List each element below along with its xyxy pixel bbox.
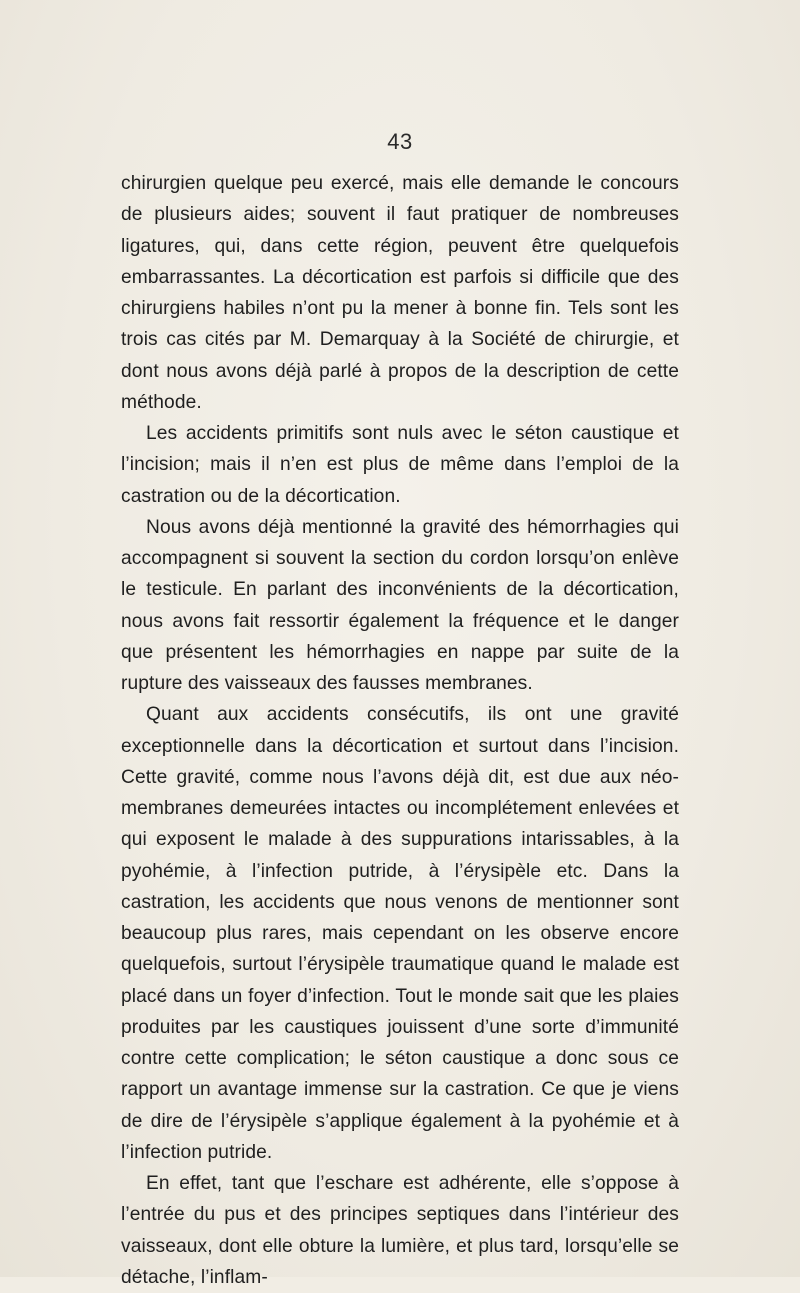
body-text	[121, 168, 679, 1293]
paragraph-5: En effet, tant que l’eschare est adhérente, elle s’oppose à l’entrée du pus et des principes septiques dans l’intérieur des vaisseaux, dont elle obture la lumière, et plus tard, lorsqu’elle se détache, l’inflam-	[121, 1173, 679, 1288]
page-number: 43	[387, 129, 413, 154]
paragraph-3: Nous avons déjà mentionné la gravité des hémorrhagies qui accompagnent si souvent la section du cordon lorsqu’on enlève le testicule. En parlant des inconvénients de la décortication, nous avons fait ressortir également la fréquence et le danger que présentent les hémorrhagies en nappe par suite de la rupture des vaisseaux des fausses membranes.	[121, 516, 679, 694]
paragraph-1: chirurgien quelque peu exercé, mais elle demande le concours de plusieurs aides; souvent il faut pratiquer de nombreuses ligatures, qui, dans cette région, peuvent être quelquefois embarrassantes. La décortication est parfois si difficile que des chirurgiens habiles n’ont pu la mener à bonne fin. Tels sont les trois cas cités par M. Demarquay à la Société de chirurgie, et dont nous avons déjà parlé à propos de la description de cette méthode.	[121, 173, 679, 413]
paragraph-4: Quant aux accidents consécutifs, ils ont une gravité exceptionnelle dans la décortication et surtout dans l’incision. Cette gravité, comme nous l’avons déjà dit, est due aux néo-membranes demeurées intactes ou incomplétement enlevées et qui exposent le malade à des suppurations intarissables, à la pyohémie, à l’infection putride, à l’érysipèle etc. Dans la castration, les accidents que nous venons de mentionner sont beaucoup plus rares, mais cependant on les observe encore quelquefois, surtout l’érysipèle traumatique quand le malade est placé dans un foyer d’infection. Tout le monde sait que les plaies produites par les caustiques jouissent d’une sorte d’immunité contre cette complication; le séton caustique a donc sous ce rapport un avantage immense sur la castration. Ce que je viens de dire de l’érysipèle s’applique également à la pyohémie et à l’infection putride.	[121, 704, 679, 1163]
paragraph-2: Les accidents primitifs sont nuls avec le séton caustique et l’incision; mais il n’en est plus de même dans l’emploi de la castration ou de la décortication.	[121, 423, 679, 507]
